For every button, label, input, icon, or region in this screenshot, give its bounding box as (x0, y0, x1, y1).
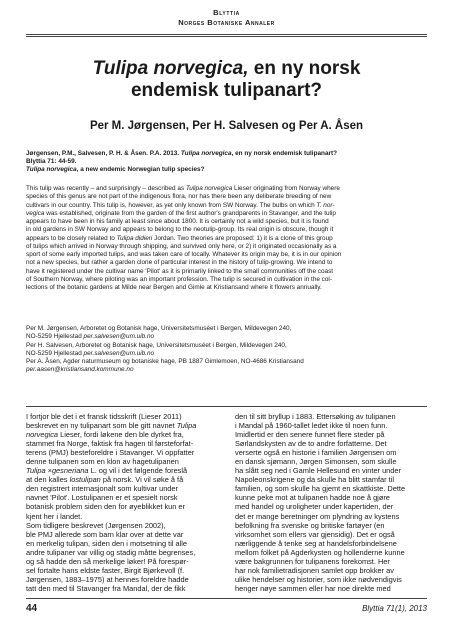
body-line: ha slått seg ned i Gamle Hellesund en vinter under (235, 466, 401, 476)
body-line: Sørlandskysten av de to andre forfatterne. Det (235, 439, 387, 449)
abstract-line: of Southern Norway, where piloting was an important profession. The tulip is secured in cultivation in the col- (26, 275, 332, 283)
abstract (26, 185, 427, 292)
abstract-line: sport of some early imported tulips, and was taken care of locally. Whatever its origin may be, it is in our opinion (26, 251, 342, 258)
body-line: være bakgrunnen for tulipanens forekomst. Her (235, 556, 390, 566)
header-rule-double (26, 36, 427, 37)
address-line: Per H. Salvesen, Arboretet og Botanisk hage, Universitetsmuséet i Bergen, Mildevegen 240, (26, 341, 287, 349)
title-species: Tulipa norvegica, (92, 58, 249, 79)
body-line: Jørgensen, 1883–1975) at hennes foreldre hadde (26, 574, 189, 584)
address-line: NO-5259 Hjellestad per.salvesen@um.uib.no (26, 349, 155, 357)
body-column-right (235, 412, 427, 593)
abstract-line: appears to have been in his family at least since about 1800. It is certainly not a wild species, but it is found (26, 218, 329, 225)
english-title: Tulipa norvegica, a new endemic Norwegian tulip species? (26, 166, 205, 174)
author-addresses (26, 325, 427, 375)
body-column-left (26, 412, 218, 593)
abstract-line: appears to be closely related to Tulipa didieri Jordan. Two theories are proposed: 1) it is a clone of this group (26, 234, 333, 242)
body-line: sel fortalte hans eldste faster, Birgit Bjørkevoll (f. (26, 565, 185, 575)
abstract-line: cultivars in our country. This tulip is, however, as yet only known from SW Norway. The bulbs on which T. nor- (26, 201, 335, 209)
body-line: terens (PMJ) besteforeldre i Stavanger. Vi oppfatter (26, 448, 195, 458)
body-line: en dansk sjømann, Jørgen Simonsen, som skulle (235, 457, 397, 467)
address-line: Per A. Åsen, Agder naturmuseum og botaniske hage, PB 1887 Gimlemoen, NO-4686 Kristiansand (26, 358, 304, 365)
body-line: Napoleonskrigene og da skulle ha blitt stamfar til (235, 475, 394, 485)
body-line: den til sitt bryllup i 1883. Ettersøking av tulipanen (235, 412, 396, 421)
body-line: norvegica Lieser, fordi løkene den ble dyrket fra, (26, 430, 184, 440)
body-line: Som tidligere beskrevet (Jørgensen 2002), (26, 520, 166, 530)
journal-header (0, 8, 453, 27)
body-line: ulike hendelser og historier, som ikke nødvendigvis (235, 574, 402, 584)
footer-journal-ref: Blyttia 71(1), 2013 (362, 604, 427, 613)
abstract-line: not a new species, but rather a garden clone of particular interest in the history of tulip-growing. We intend to (26, 259, 333, 267)
abstract-line: vegica was established, originate from the garden of the first author's grandparents in Stavanger, and the tulip (26, 209, 336, 217)
body-line: tatt den med til Stavanger fra Mandal, der de fikk (26, 583, 186, 593)
address-line (26, 366, 427, 374)
abstract-line: lections of the botanic gardens at Milde near Bergen and Gimle at Kristiansand where it flowers annually. (26, 284, 322, 291)
body-line: befolkning fra svenske og britiske fartøyer (en (235, 520, 385, 530)
body-line: i Mandal på 1960-tallet ledet ikke til noen funn. (235, 421, 388, 431)
title-rest: en ny norsk (248, 58, 361, 79)
body-line: Imidlertid er den senere funnet flere steder på (235, 430, 385, 440)
body-line: ble PMJ allerede som barn klar over at dette var (26, 529, 184, 539)
body-line: den registrert internasjonalt som kultivar under (26, 484, 178, 494)
email-address: per.salvesen@um.uib.no (83, 333, 155, 341)
footer-rule (26, 598, 427, 599)
body-line: navnet 'Pilot'. Lostulipanen er et spesielt norsk (26, 493, 178, 503)
address-line: Per M. Jørgensen, Arboretet og Botanisk hage, Universitetsmuséet i Bergen, Mildevegen 240, (26, 325, 292, 332)
section-divider (26, 406, 427, 407)
abstract-line: of tulips which arrived in Norway through shipping, and survived only here, or 2) it originated occasionally as a (26, 242, 337, 250)
body-line: stammet fra Norge, faktisk fra hagen til førsteforfat- (26, 439, 194, 449)
body-line: I fortjor ble det i et fransk tidsskrift (Lieser 2011) (26, 412, 182, 421)
body-line: nærliggende å tenke seg at handelsforbindelsene (235, 538, 397, 548)
abstract-line: in old gardens in SW Norway and appears to belong to the neotulip-group. Its real origin is obscure, though it (26, 226, 334, 234)
title-line2: endemisk tulipanart? (130, 80, 323, 101)
journal-name: Blyttia (213, 8, 240, 17)
journal-subtitle: Norges Botaniske Annaler (178, 18, 275, 27)
body-line: denne tulipanen som en klon av hagetulipanen (26, 457, 179, 467)
body-line: botanisk problem siden den for øyeblikket kun er (26, 502, 185, 512)
header-rule (26, 34, 427, 35)
body-line: og så hadde den så merkelige løker! På forespør- (26, 556, 189, 566)
body-line: mellom folket på Agderkysten og hollenderne kunne (235, 547, 405, 557)
body-line: at den kalles lostulipan på norsk. Vi vil søke å få (26, 475, 184, 485)
body-line: Tulipa ×gesneriana L. og vil i det følgende foreslå (26, 466, 188, 476)
body-line: kjent her i landet. (26, 511, 83, 521)
body-line: virksomhet som ellers var gjensidig). Det er også (235, 529, 395, 539)
body-line: har nok familietradisjonen samlet opp brokker av (235, 565, 394, 575)
body-line: en merkelig tulipan, siden den i motsetning til alle (26, 538, 188, 548)
body-line: det er mange beretninger om plyndring av kystens (235, 511, 400, 521)
body-line: med handel og uroligheter under kapertiden, der (235, 502, 394, 512)
body-line: andre tulipaner var villig og stadig måtte begrenses, (26, 547, 196, 557)
email-address: per.aasen@kristiansand.kommune.no (26, 366, 134, 374)
body-line: kunne peke mot at tulipanen hadde noe å gjøre (235, 493, 390, 503)
abstract-line: species of this genus are not part of the indigenous flora, nor has there been any deliberate breeding of new (26, 193, 332, 201)
citation-block (26, 150, 427, 175)
page-number: 44 (26, 603, 38, 614)
citation-volume: Blyttia 71: 44-59. (26, 158, 77, 166)
email-address: per.salvesen@um.uib.no (83, 349, 155, 357)
abstract-line: have it registered under the cultivar name 'Pilot' as it is primarily linked to the small communities off the coast (26, 267, 334, 275)
article-authors: Per M. Jørgensen, Per H. Salvesen og Per A. Åsen (89, 120, 364, 132)
body-line: verserte også en historie i familien Jørgensen om (235, 448, 397, 458)
citation-line: Jørgensen, P.M., Salvesen, P. H. & Åsen. P.A. 2013. Tulipa norvegica, en ny norsk endemisk tulipanart? (26, 150, 338, 157)
address-line: NO-5259 Hjellestad per.salvesen@um.uib.no (26, 333, 155, 341)
abstract-line: This tulip was recently – and surprisingly – described as Tulipa norvegica Lieser originating from Norway where (26, 185, 340, 192)
body-line: beskrevet en ny tulipanart som ble gitt navnet Tulipa (26, 421, 197, 431)
body-line: henger nøye sammen eller har noe direkte med (235, 583, 391, 593)
body-line: familien, og som skulle ha gjemt en skattkiste. Dette (235, 484, 406, 494)
article-title (30, 58, 423, 102)
